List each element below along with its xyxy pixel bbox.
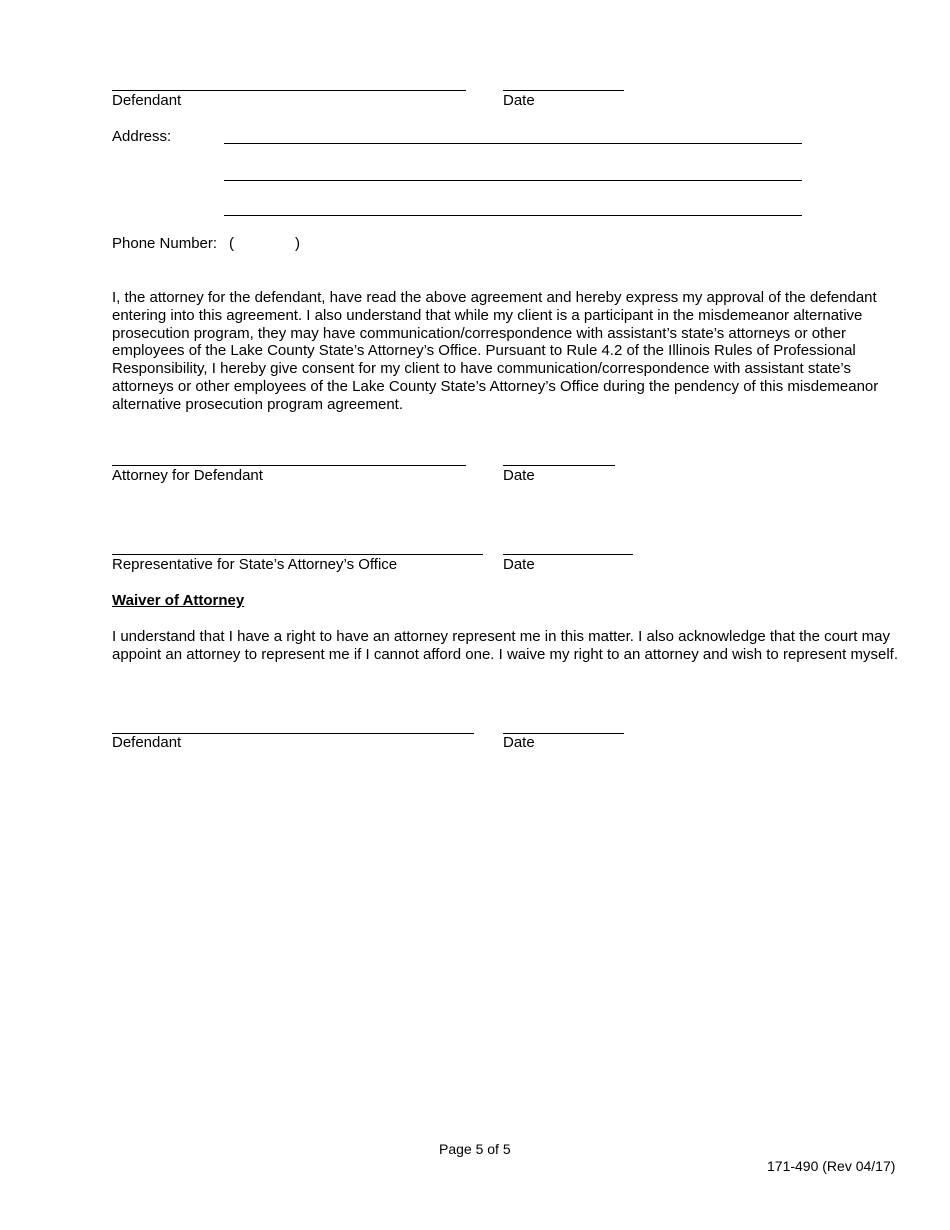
defendant-label: Defendant [112, 92, 182, 109]
phone-area-code-open: ( [229, 235, 234, 252]
address-label: Address: [112, 128, 172, 145]
representative-label: Representative for State’s Attorney’s Office [112, 556, 398, 573]
address-line-1 [224, 143, 802, 144]
waiver-date-label: Date [503, 734, 535, 751]
phone-area-code-close: ) [295, 235, 300, 252]
address-line-3 [224, 215, 802, 216]
address-line-2 [224, 180, 802, 181]
waiver-heading: Waiver of Attorney [112, 592, 245, 609]
defendant-date-line [503, 90, 624, 91]
attorney-date-line [503, 465, 615, 466]
waiver-defendant-label: Defendant [112, 734, 182, 751]
attorney-signature-line [112, 465, 466, 466]
representative-signature-line [112, 554, 483, 555]
phone-number-label: Phone Number: [112, 235, 218, 252]
page-number: Page 5 of 5 [439, 1141, 511, 1157]
attorney-for-defendant-label: Attorney for Defendant [112, 467, 263, 484]
representative-date-label: Date [503, 556, 535, 573]
defendant-date-label: Date [503, 92, 535, 109]
attorney-date-label: Date [503, 467, 535, 484]
representative-date-line [503, 554, 633, 555]
attorney-consent-paragraph: I, the attorney for the defendant, have read the above agreement and hereby express my approval of the defendant entering into this agreement. I also understand that while my client is a participant in the misdemeanor alternative prosecution program, they may have communication/correspondence with assistant’s state’s attorneys or other employees of the Lake County State’s Attorney’s Office. Pursuant to Rule 4.2 of the Illinois Rules of Professional Responsibility, I hereby give consent for my client to have communication/correspondence with assistant state’s attorneys or other employees of the Lake County State’s Attorney’s Office during the pendency of this misdemeanor alternative prosecution program agreement. [112, 289, 879, 413]
form-number: 171-490 (Rev 04/17) [767, 1158, 896, 1174]
defendant-signature-line [112, 90, 466, 91]
waiver-paragraph: I understand that I have a right to have an attorney represent me in this matter. I also acknowledge that the court may appoint an attorney to represent me if I cannot afford one. I waive my right to an attorney and wish to represent myself. [112, 628, 898, 663]
